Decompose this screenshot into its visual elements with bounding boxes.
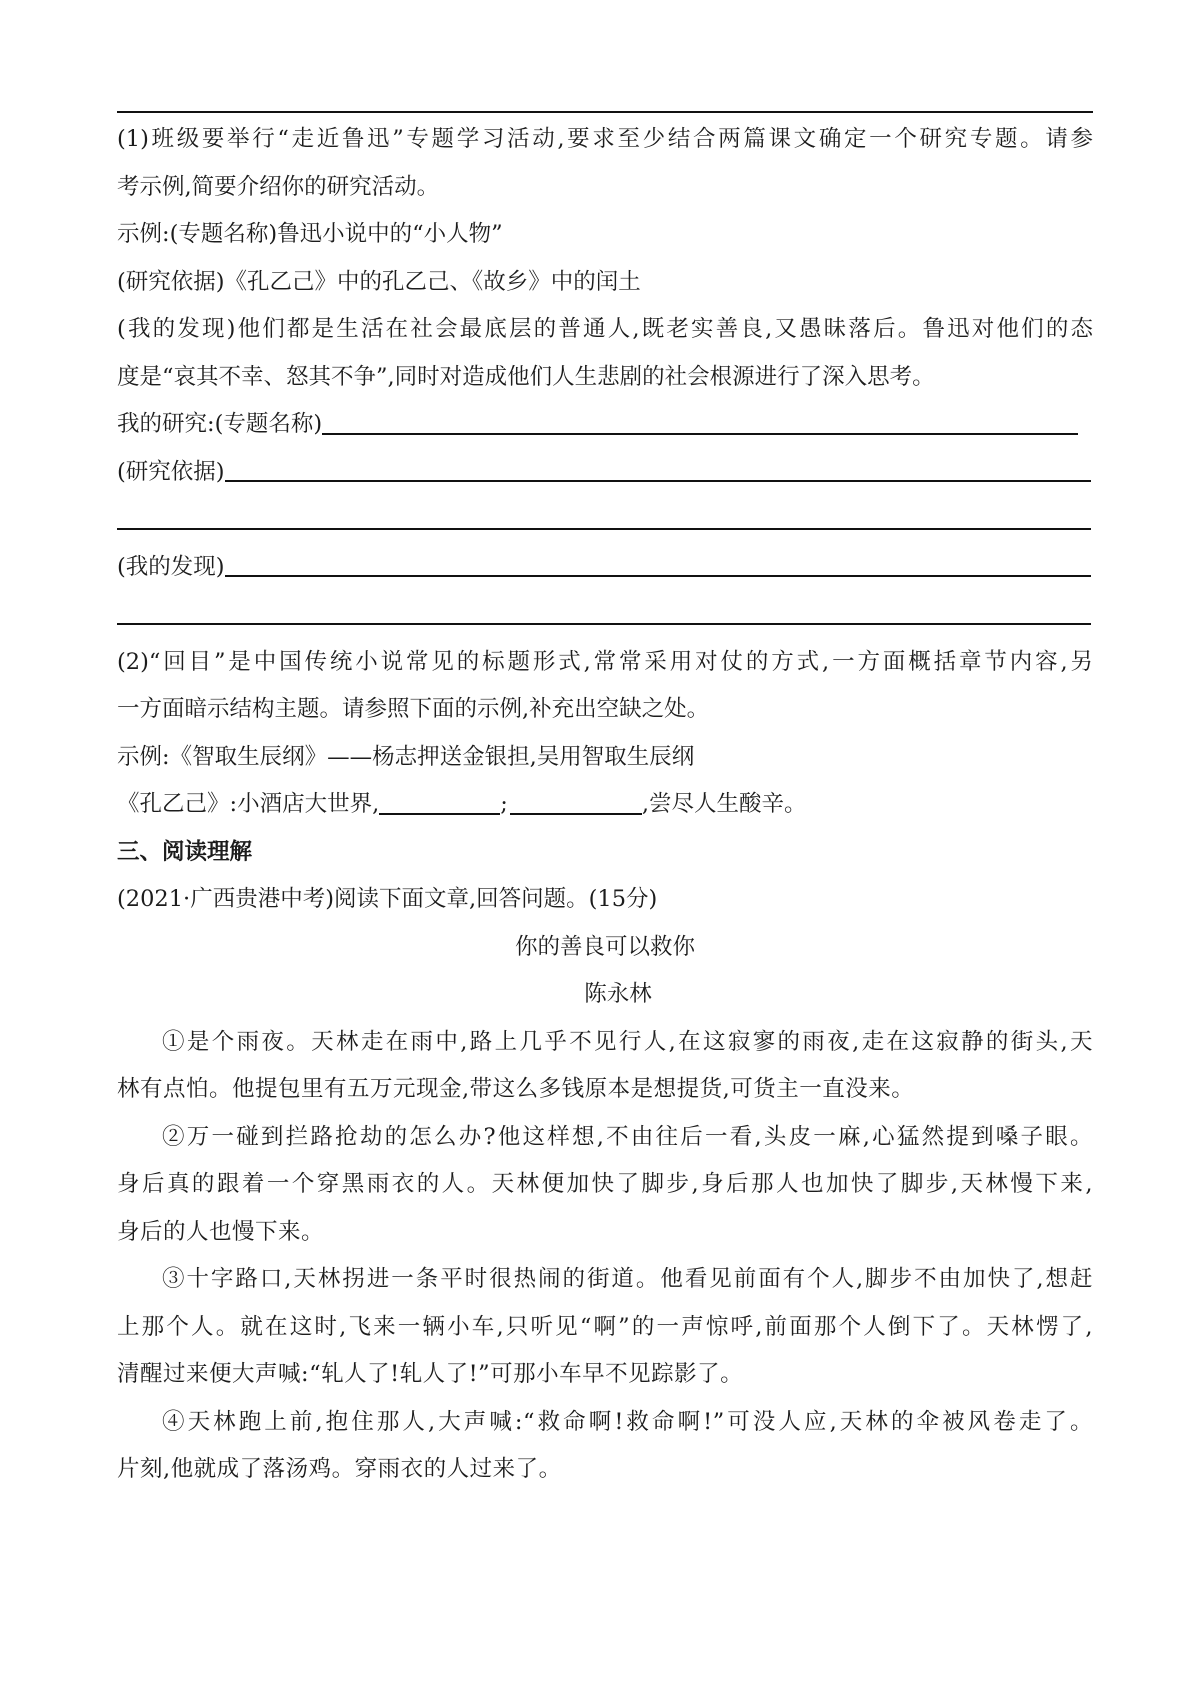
- my-finding-label: (我的发现): [117, 553, 225, 580]
- my-basis-answer-line: [225, 462, 1091, 482]
- q1-example-basis: (研究依据)《孔乙己》中的孔乙己、《故乡》中的闰土: [117, 268, 641, 295]
- my-basis-row: [117, 449, 1093, 497]
- my-basis-continuation-row: [117, 496, 1093, 544]
- article-title: 你的善良可以救你: [514, 933, 695, 960]
- my-finding-row: [117, 544, 1093, 592]
- q1-prompt-line-2: 考示例,简要介绍你的研究活动。: [117, 173, 440, 200]
- article-author: 陈永林: [584, 981, 652, 1007]
- paragraph-4-line-2: 片刻,他就成了落汤鸡。穿雨衣的人过来了。: [117, 1456, 562, 1482]
- paragraph-2-line-1: ②万一碰到拦路抢劫的怎么办?他这样想,不由往后一看,头皮一麻,心猛然提到嗓子眼。: [162, 1123, 1093, 1150]
- my-topic-label: 我的研究:(专题名称): [117, 411, 323, 437]
- passage-source: (2021·广西贵港中考)阅读下面文章,回答问题。(15分): [117, 886, 658, 912]
- reading-section: [117, 829, 1093, 1494]
- paragraph-3-line-3: 清醒过来便大声喊:“轧人了!轧人了!”可那小车早不见踪影了。: [117, 1361, 744, 1387]
- section-heading: 三、阅读理解: [117, 838, 253, 865]
- my-basis-answer-line-2: [117, 510, 1091, 530]
- paragraph-3: [117, 1256, 1093, 1399]
- q1-example-finding-line-2: 度是“哀其不幸、怒其不争”,同时对造成他们人生悲剧的社会根源进行了深入思考。: [117, 363, 935, 390]
- my-topic-row: [117, 401, 1093, 449]
- content-area: [117, 116, 1093, 1494]
- q2-prompt-line-2: 一方面暗示结构主题。请参照下面的示例,补充出空缺之处。: [117, 696, 710, 722]
- my-finding-answer-line: [225, 557, 1091, 577]
- my-finding-continuation-row: [117, 591, 1093, 639]
- q2-prompt-line-1: (2)“回目”是中国传统小说常见的标题形式,常常采用对仗的方式,一方面概括章节内容,另: [117, 648, 1093, 675]
- q2-fill-prefix: 《孔乙己》:小酒店大世界,: [117, 791, 380, 817]
- paragraph-1-line-2: 林有点怕。他提包里有五万元现金,带这么多钱原本是想提货,可货主一直没来。: [117, 1076, 915, 1102]
- paragraph-4: [117, 1399, 1093, 1494]
- q2-fill-suffix: ,尝尽人生酸辛。: [641, 791, 807, 817]
- paragraph-1: [117, 1019, 1093, 1114]
- my-finding-answer-line-2: [117, 605, 1091, 625]
- question-1-section: [117, 116, 1093, 639]
- q2-answer-blank-2: [510, 795, 642, 815]
- paragraph-3-line-1: ③十字路口,天林拐进一条平时很热闹的街道。他看见前面有个人,脚步不由加快了,想赶: [162, 1266, 1093, 1292]
- paragraph-2: [117, 1114, 1093, 1257]
- q1-example-finding-line-1: (我的发现)他们都是生活在社会最底层的普通人,既老实善良,又愚昧落后。鲁迅对他们的态: [117, 316, 1093, 342]
- q1-example-topic: 示例:(专题名称)鲁迅小说中的“小人物”: [117, 221, 503, 247]
- paragraph-4-line-1: ④天林跑上前,抱住那人,大声喊:“救命啊!救命啊!”可没人应,天林的伞被风卷走了。: [162, 1408, 1093, 1435]
- header-rule: [117, 111, 1093, 113]
- q2-answer-blank-1: [379, 795, 500, 815]
- paragraph-2-line-3: 身后的人也慢下来。: [117, 1218, 325, 1245]
- my-basis-label: (研究依据): [117, 458, 225, 485]
- article-body: [117, 1019, 1093, 1494]
- my-topic-answer-line: [322, 415, 1078, 435]
- q2-fill-row: [117, 781, 1093, 829]
- paragraph-1-line-1: ①是个雨夜。天林走在雨中,路上几乎不见行人,在这寂寥的雨夜,走在这寂静的街头,天: [162, 1028, 1093, 1055]
- q2-example: 示例:《智取生辰纲》——杨志押送金银担,吴用智取生辰纲: [117, 743, 695, 770]
- q1-prompt-line-1: (1)班级要举行“走近鲁迅”专题学习活动,要求至少结合两篇课文确定一个研究专题。请参: [117, 126, 1093, 152]
- q2-fill-separator: ;: [500, 791, 508, 817]
- paragraph-2-line-2: 身后真的跟着一个穿黑雨衣的人。天林便加快了脚步,身后那人也加快了脚步,天林慢下来,: [117, 1171, 1093, 1197]
- question-2-section: [117, 639, 1093, 829]
- paragraph-3-line-2: 上那个人。就在这时,飞来一辆小车,只听见“啊”的一声惊呼,前面那个人倒下了。天林愣了,: [117, 1313, 1093, 1340]
